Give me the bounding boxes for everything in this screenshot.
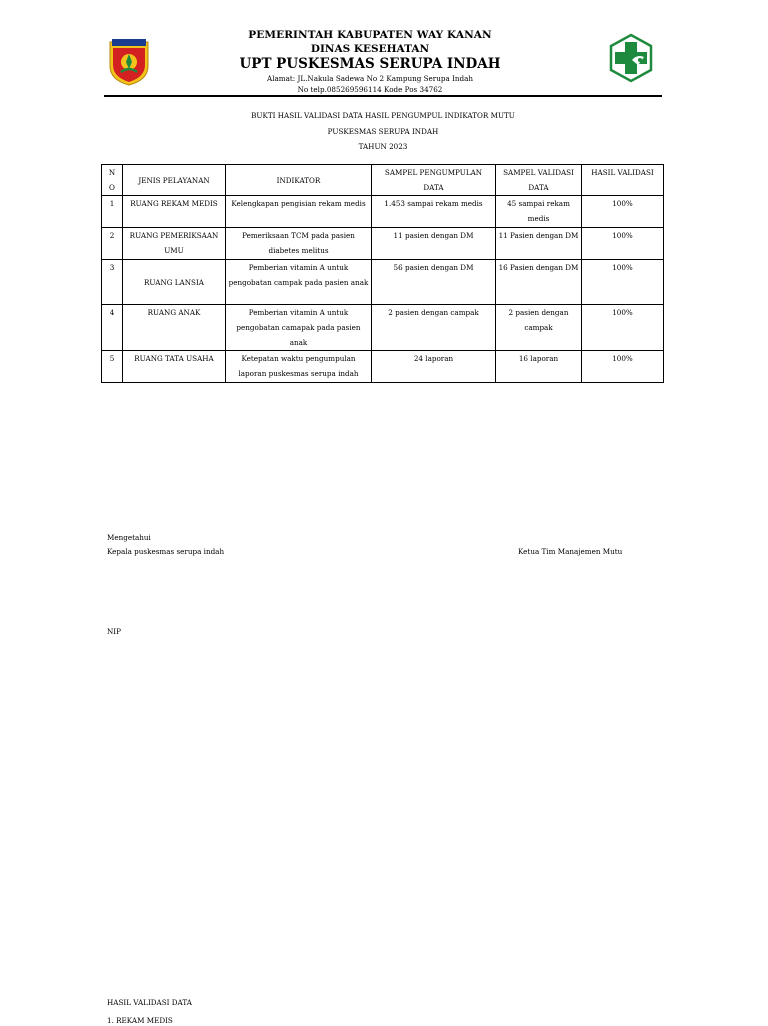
cell-jenis: RUANG LANSIA xyxy=(123,260,226,305)
cell-jenis: RUANG TATA USAHA xyxy=(123,351,226,383)
ketua-tim-label: Ketua Tim Manajemen Mutu xyxy=(518,547,623,556)
cell-sampel-validasi: 16 laporan xyxy=(496,351,582,383)
header-indikator: INDIKATOR xyxy=(226,165,372,196)
institution-name: UPT PUSKESMAS SERUPA INDAH xyxy=(239,56,501,72)
table-row xyxy=(102,196,664,228)
header-no: N O xyxy=(102,165,123,196)
cell-sampel-validasi: 45 sampai rekam medis xyxy=(496,196,582,228)
cell-no: 1 xyxy=(102,196,123,228)
cell-hasil: 100% xyxy=(582,196,664,228)
table-header-row xyxy=(102,165,664,196)
cell-jenis: RUANG REKAM MEDIS xyxy=(123,196,226,228)
list-item-rekam-medis: 1. REKAM MEDIS xyxy=(107,1016,173,1025)
government-name: PEMERINTAH KABUPATEN WAY KANAN xyxy=(248,29,492,41)
cell-indikator: Pemberian vitamin A untuk pengobatan camapak pada pasien anak xyxy=(226,305,372,351)
cell-sampel-validasi: 16 Pasien dengan DM xyxy=(496,260,582,305)
cell-sampel-pengumpulan: 11 pasien dengan DM xyxy=(372,228,496,260)
cell-hasil: 100% xyxy=(582,305,664,351)
letterhead-divider xyxy=(104,95,662,97)
table-row xyxy=(102,305,664,351)
nip-label: NIP xyxy=(107,627,121,636)
department-name: DINAS KESEHATAN xyxy=(310,43,430,55)
puskesmas-logo xyxy=(609,33,653,83)
cell-no: 2 xyxy=(102,228,123,260)
cell-sampel-pengumpulan: 1.453 sampai rekam medis xyxy=(372,196,496,228)
document-titles xyxy=(104,108,662,155)
letterhead xyxy=(170,28,570,95)
title-year: TAHUN 2023 xyxy=(358,142,408,151)
cell-indikator: Pemberian vitamin A untuk pengobatan campak pada pasien anak xyxy=(226,260,372,305)
kepala-puskesmas-label: Kepala puskesmas serupa indah xyxy=(107,547,225,556)
header-jenis-pelayanan: JENIS PELAYANAN xyxy=(123,165,226,196)
cell-indikator: Ketepatan waktu pengumpulan laporan puskesmas serupa indah xyxy=(226,351,372,383)
cell-hasil: 100% xyxy=(582,228,664,260)
cell-no: 3 xyxy=(102,260,123,305)
cell-sampel-pengumpulan: 2 pasien dengan campak xyxy=(372,305,496,351)
header-sampel-pengumpulan: SAMPEL PENGUMPULAN DATA xyxy=(372,165,496,196)
table-row xyxy=(102,228,664,260)
table-row xyxy=(102,351,664,383)
title-institution: PUSKESMAS SERUPA INDAH xyxy=(327,126,439,136)
cell-jenis: RUANG PEMERIKSAAN UMU xyxy=(123,228,226,260)
phone-postal: No telp.085269596114 Kode Pos 34762 xyxy=(297,85,443,94)
cell-hasil: 100% xyxy=(582,260,664,305)
cell-sampel-pengumpulan: 24 laporan xyxy=(372,351,496,383)
way-kanan-crest-logo xyxy=(108,36,150,86)
cell-no: 5 xyxy=(102,351,123,383)
mengetahui-label: Mengetahui xyxy=(107,533,151,542)
hasil-validasi-heading: HASIL VALIDASI DATA xyxy=(107,998,192,1007)
cell-jenis: RUANG ANAK xyxy=(123,305,226,351)
table-row xyxy=(102,260,664,305)
cell-hasil: 100% xyxy=(582,351,664,383)
address: Alamat: JL.Nakula Sadewa No 2 Kampung Serupa Indah xyxy=(267,74,473,83)
header-hasil-validasi: HASIL VALIDASI xyxy=(582,165,664,196)
header-sampel-validasi: SAMPEL VALIDASI DATA xyxy=(496,165,582,196)
cell-no: 4 xyxy=(102,305,123,351)
title-main: BUKTI HASIL VALIDASI DATA HASIL PENGUMPUL INDIKATOR MUTU xyxy=(251,111,515,120)
cell-sampel-validasi: 2 pasien dengan campak xyxy=(496,305,582,351)
cell-sampel-pengumpulan: 56 pasien dengan DM xyxy=(372,260,496,305)
cell-sampel-validasi: 11 Pasien dengan DM xyxy=(496,228,582,260)
validation-table xyxy=(101,164,664,383)
cell-indikator: Pemeriksaan TCM pada pasien diabetes melitus xyxy=(226,228,372,260)
cell-indikator: Kelengkapan pengisian rekam medis xyxy=(226,196,372,228)
